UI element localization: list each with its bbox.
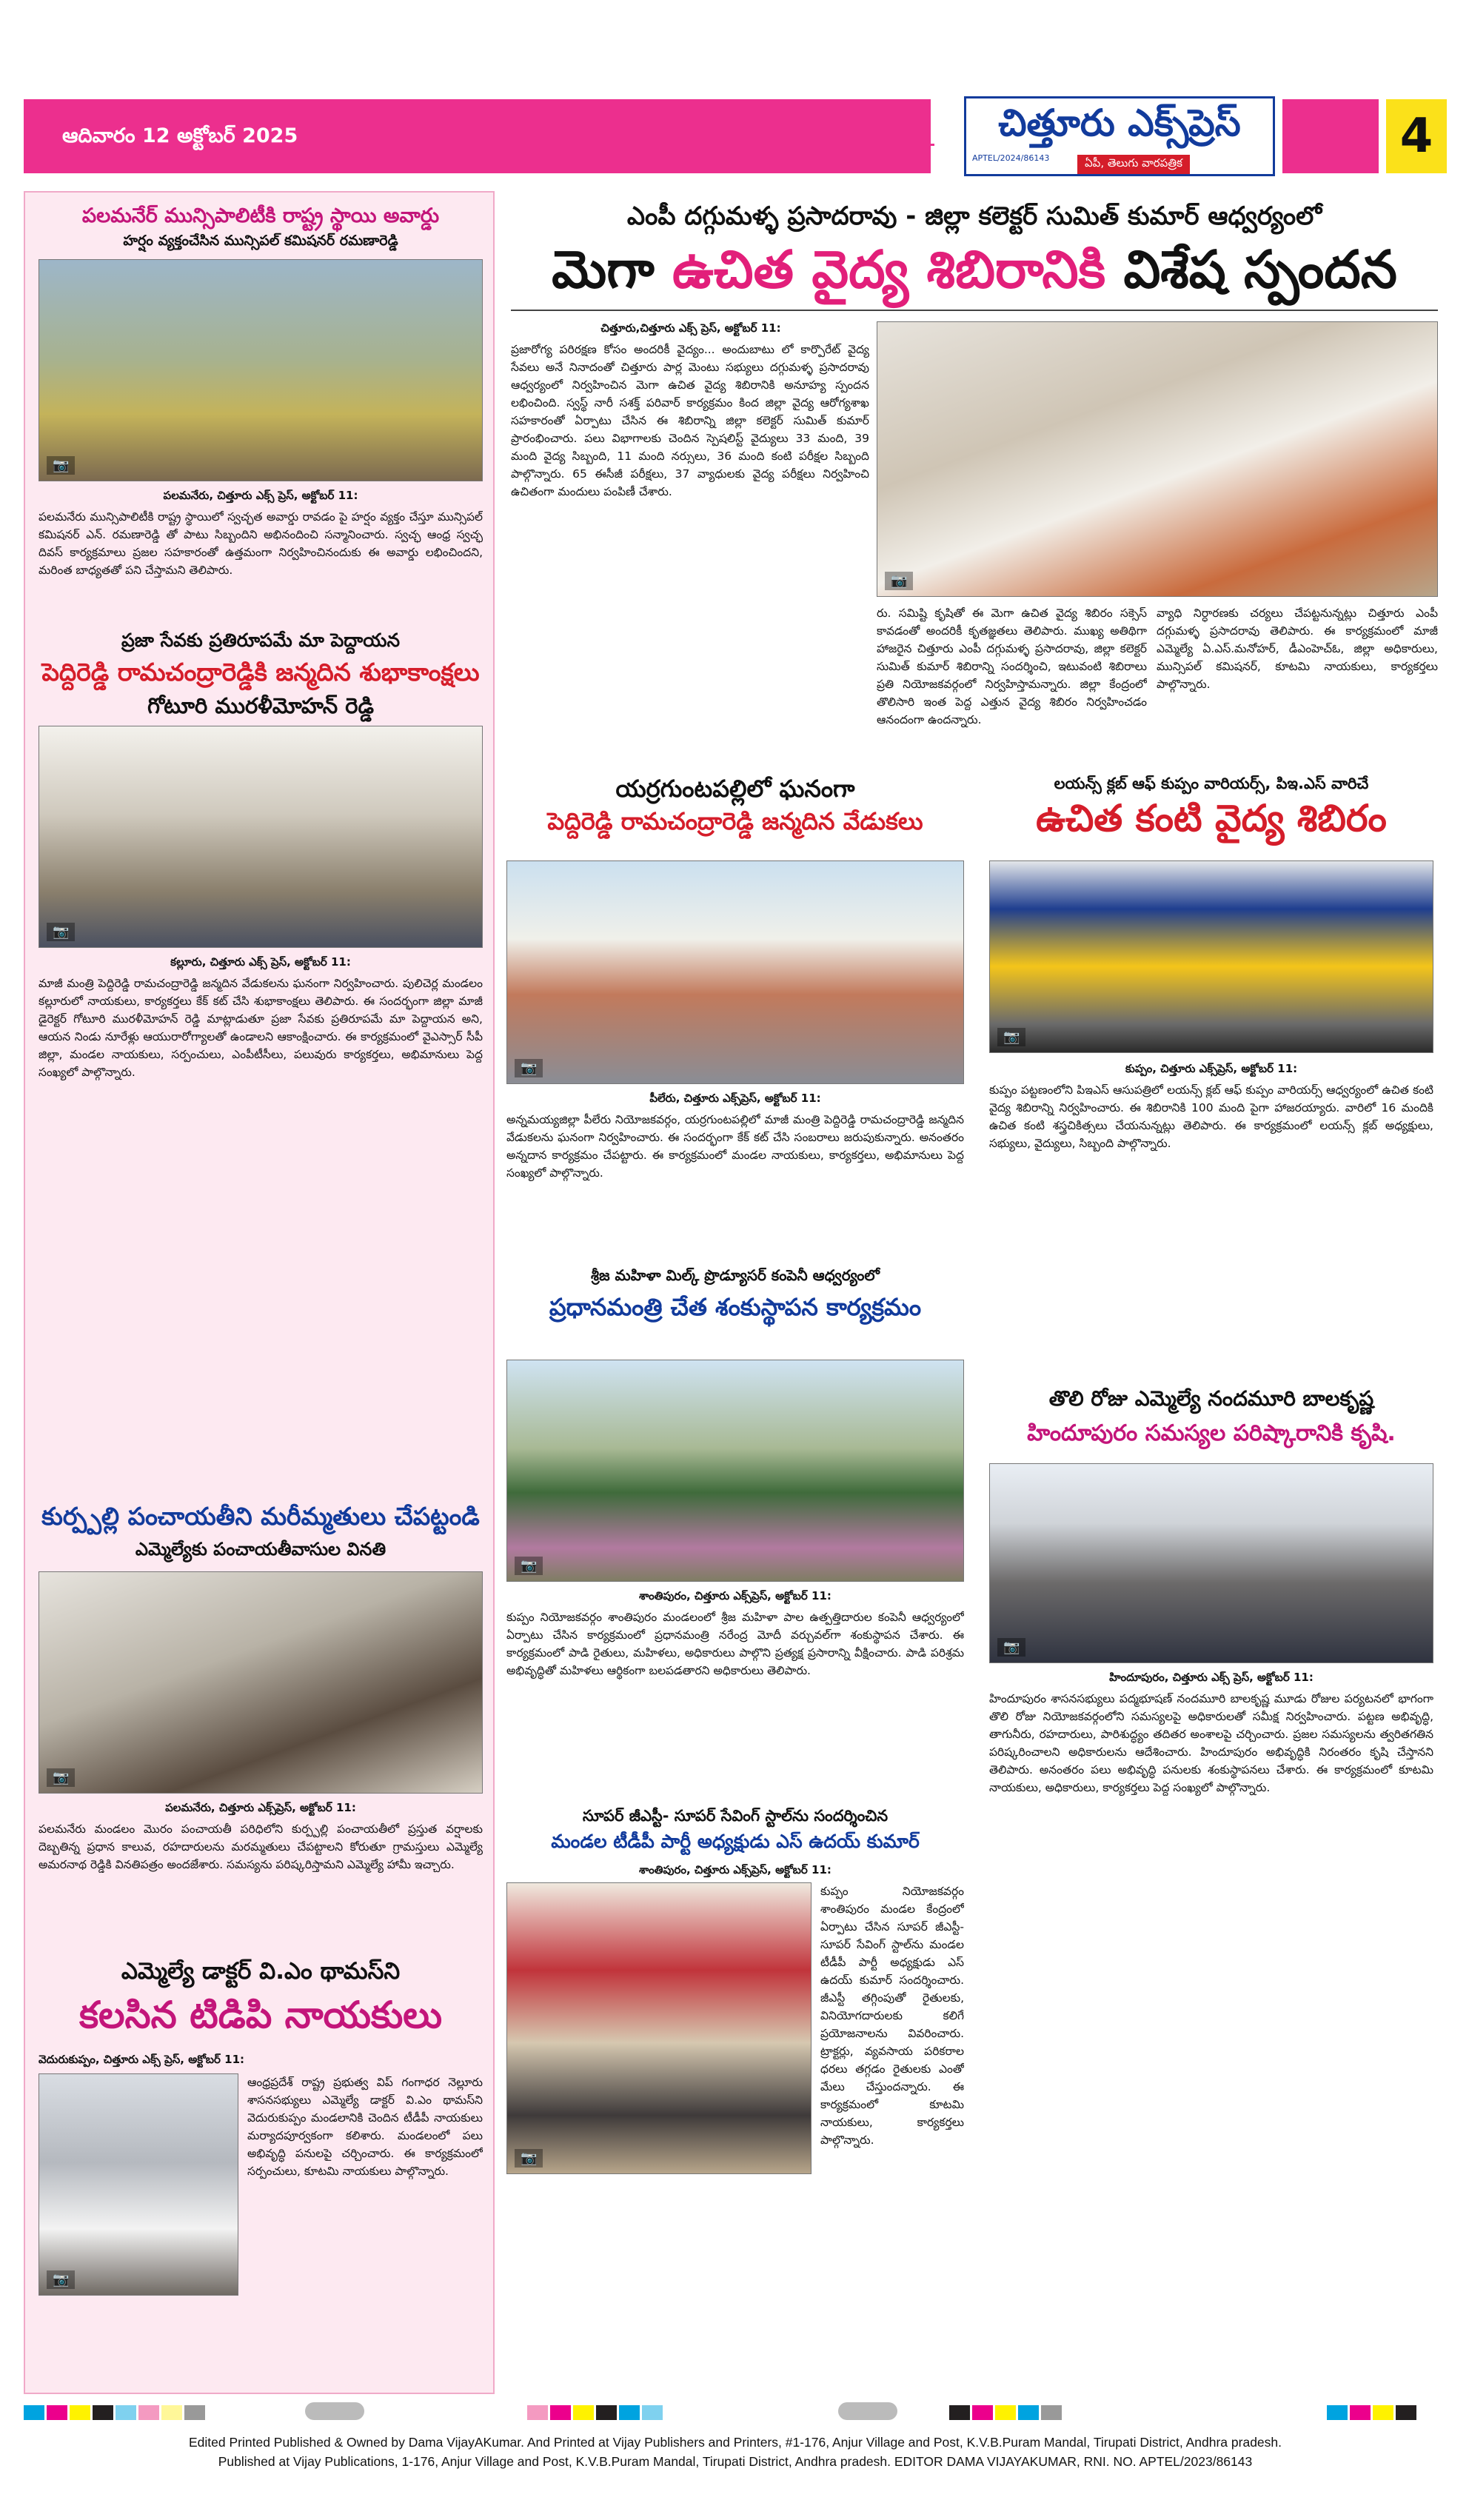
- c1s2-headline: పెద్దిరెడ్డి రామచంద్రారెడ్డికి జన్మదిన శుభాకాంక్షలు: [41, 658, 480, 686]
- c2s2-body: కుప్పం నియోజకవర్గం శాంతిపురం మండలంలో శ్రీజ మహిళా పాల ఉత్పత్తిదారుల కంపెనీ ఆధ్వర్యంలో ఏర్పాటు చేసిన కార్యక్రమంలో ప్రధానమంత్రి నరేంద్ర మోదీ వర్చువల్‌గా శంకుస్థాపన చేశారు. ఈ కార్యక్రమంలో పాడి రైతులు, మహిళలు, అధికారులు పాల్గొని ప్రత్యక్ష ప్రసారాన్ని వీక్షించారు. పాడి పరిశ్రమ అభివృద్ధితో మహిళలు ఆర్థికంగా బలపడతారని అధికారులు తెలిపారు.: [506, 1611, 964, 1677]
- c2s1-photo: [506, 860, 964, 1084]
- c3s2-dateline: హిందూపురం, చిత్తూరు ఎక్స్ ప్రెస్, అక్టోబర్ 11:: [1109, 1671, 1314, 1684]
- lead-headline: [503, 237, 1445, 302]
- color-strip-mid: [949, 2405, 1134, 2420]
- left-column: [24, 191, 495, 2394]
- c1s4-dateline: వెదురుకుప్పం, చిత్తూరు ఎక్స్ ప్రెస్, అక్టోబర్ 11:: [39, 2053, 245, 2066]
- c1s1-photo: [39, 259, 483, 481]
- c2s3-photo: [506, 1882, 812, 2174]
- c1s4-headline: కలసిన టిడిపి నాయకులు: [78, 1993, 443, 2036]
- camera-icon: 📷: [47, 2270, 75, 2289]
- logo-regno: APTEL/2024/86143: [972, 153, 1050, 163]
- c3s2-photo: [989, 1463, 1433, 1663]
- c3s1-photo: [989, 860, 1433, 1053]
- color-strip-center: [527, 2405, 749, 2420]
- masthead-pink-line: [357, 144, 934, 146]
- c2s1-body: అన్నమయ్యజిల్లా పీలేరు నియోజకవర్గం, యర్రగుంటపల్లిలో మాజీ మంత్రి పెద్దిరెడ్డి రామచంద్రారెడ్డి జన్మదిన వేడుకలను ఘనంగా నిర్వహించారు. ఈ సందర్భంగా కేక్ కట్ చేసి సంబరాలు జరుపుకున్నారు. అనంతరం అన్నదాన కార్యక్రమం చేపట్టారు. ఈ కార్యక్రమంలో మండల నాయకులు, కార్యకర్తలు, అభిమానులు పెద్ద సంఖ్యలో పాల్గొన్నారు.: [506, 1113, 964, 1180]
- c1s1-subheadline: హర్షం వ్యక్తంచేసిన మున్సిపల్ కమిషనర్ రమణారెడ్డి: [123, 233, 398, 249]
- masthead-date: ఆదివారం 12 అక్టోబర్ 2025: [62, 124, 298, 147]
- masthead-right-band: [1282, 99, 1379, 173]
- c1s3-dateline: పలమనేరు, చిత్తూరు ఎక్స్‌ప్రెస్, అక్టోబర్ 11:: [165, 1801, 356, 1814]
- registration-mark-icon: [305, 2402, 364, 2420]
- camera-icon: 📷: [47, 456, 75, 475]
- registration-mark-icon: [838, 2402, 897, 2420]
- lead-body-left: ప్రజారోగ్య పరిరక్షణ కోసం అందరికీ వైద్యం... అందుబాటు లో కార్పొరేట్ వైద్య సేవలు అనే నినాదంతో చిత్తూరు పార్ల మెంటు సభ్యులు దగ్గుమళ్ళ ప్రసాదరావు ఆధ్వర్యంలో నిర్వహించిన మెగా ఉచిత వైద్య శిబిరానికి అనూహ్య స్పందన లభించింది. స్వస్థ్ నారీ సశక్త్ పరివార్ కార్యక్రమం కింద జిల్లా వైద్య ఆరోగ్యశాఖ సహకారంతో ఏర్పాటు చేసిన ఈ శిబిరాన్ని జిల్లా కలెక్టర్ సుమిత్ కుమార్ ప్రారంభించారు. పలు విభాగాలకు చెందిన స్పెషలిస్ట్ వైద్యులు 33 మంది, 39 మంది వైద్య సిబ్బంది, 11 మంది నర్సులు, 36 మంది కంటి పరీక్షల సిబ్బంది పాల్గొన్నారు. 65 ఈసీజీ పరీక్షలు, 37 వ్యాధులకు వైద్య పరీక్షలు నిర్వహించి ఉచితంగా మందులు పంపిణీ చేశారు.: [511, 343, 869, 498]
- c2s2-photo: [506, 1360, 964, 1582]
- c3s2-kicker: తొలి రోజు ఎమ్మెల్యే నందమూరి బాలకృష్ణ: [1048, 1386, 1374, 1411]
- masthead: [24, 96, 1447, 181]
- lead-body-col3: వ్యాధి నిర్ధారణకు చర్యలు చేపట్టనున్నట్లు చిత్తూరు ఎంపీ దగ్గుమళ్ళ ప్రసాదరావు తెలిపారు. ఈ కార్యక్రమంలో మాజీ ఎమ్మెల్యే ఏ.ఎస్.మనోహర్, డీఎంహెచ్ఓ, జిల్లా అధికారులు, మున్సిపల్ కమిషనర్, కూటమి నాయకులు, కార్యకర్తలు పాల్గొన్నారు.: [1157, 606, 1438, 691]
- lead-kicker: ఎంపీ దగ్గుమళ్ళ ప్రసాదరావు - జిల్లా కలెక్టర్ సుమిత్ కుమార్ ఆధ్వర్యంలో: [626, 201, 1322, 231]
- c2s1-headline: పెద్దిరెడ్డి రామచంద్రారెడ్డి జన్మదిన వేడుకలు: [547, 807, 923, 835]
- c2s2-kicker: శ్రీజ మహిళా మిల్క్ ప్రొడ్యూసర్ కంపెనీ ఆధ్వర్యంలో: [590, 1266, 880, 1284]
- c2s1-kicker: యర్రగుంటపల్లిలో ఘనంగా: [615, 775, 855, 803]
- camera-icon: 📷: [515, 1557, 543, 1575]
- camera-icon: 📷: [997, 1638, 1025, 1657]
- c1s3-photo: [39, 1571, 483, 1794]
- logo-tagline: ఏపీ, తెలుగు వారపత్రిక: [1077, 155, 1190, 174]
- footer: [24, 2405, 1447, 2516]
- c3s1-headline: ఉచిత కంటి వైద్య శిబిరం: [1036, 797, 1387, 840]
- footer-line-1: Edited Printed Published & Owned by Dama VijayAKumar. And Printed at Vijay Publishers and Printers, #1-176, Anjur Village and Post, K.V.B.Puram Mandal, Tirupati District, Andhra pradesh.: [189, 2435, 1282, 2450]
- lead-story: [503, 191, 1445, 769]
- c3s1-body: కుప్పం పట్టణంలోని పిఇఎస్ ఆసుపత్రిలో లయన్స్ క్లబ్ ఆఫ్ కుప్పం వారియర్స్ ఆధ్వర్యంలో ఉచిత కంటి వైద్య శిబిరాన్ని నిర్వహించారు. ఈ శిబిరానికి 100 మంది పైగా హాజరయ్యారు. వారిలో 16 మందికి ఉచిత కంటి శస్త్రచికిత్సలు చేయనున్నట్లు తెలిపారు. ఈ కార్యక్రమంలో లయన్స్ క్లబ్ అధ్యక్షులు, సభ్యులు, వైద్యులు, సిబ్బంది పాల్గొన్నారు.: [989, 1083, 1433, 1150]
- c1s3-subheadline: ఎమ్మెల్యేకు పంచాయతీవాసుల వినతి: [135, 1539, 387, 1560]
- camera-icon: 📷: [515, 2149, 543, 2168]
- masthead-logo: [964, 96, 1275, 176]
- c3s1-kicker: లయన్స్ క్లబ్ ఆఫ్ కుప్పం వారియర్స్, పిఇ.ఎస్ వారిచే: [1054, 775, 1369, 792]
- c2s2-dateline: శాంతిపురం, చిత్తూరు ఎక్స్‌ప్రెస్, అక్టోబర్ 11:: [639, 1589, 831, 1602]
- lead-dateline: చిత్తూరు,చిత్తూరు ఎక్స్ ప్రెస్, అక్టోబర్ 11:: [600, 321, 781, 335]
- c3s1-dateline: కుప్పం, చిత్తూరు ఎక్స్‌ప్రెస్, అక్టోబర్ 11:: [1125, 1062, 1298, 1075]
- c1s3-headline: కుర్ప్పల్లి పంచాయతీని మరీమ్మతులు చేపట్టండి: [41, 1502, 480, 1531]
- c2s1-dateline: పీలేరు, చిత్తూరు ఎక్స్‌ప్రెస్, అక్టోబర్ 11:: [649, 1092, 821, 1105]
- page-number: 4: [1386, 99, 1447, 173]
- lead-headline-part1: మెగా: [552, 238, 655, 300]
- camera-icon: 📷: [47, 1768, 75, 1787]
- c2s3-body: కుప్పం నియోజకవర్గం శాంతిపురం మండల కేంద్రంలో ఏర్పాటు చేసిన సూపర్ జీఎస్టీ- సూపర్ సేవింగ్ స్టాల్‌ను మండల టీడీపీ పార్టీ అధ్యక్షుడు ఎస్ ఉదయ్ కుమార్ సందర్శించారు. జీఎస్టీ తగ్గింపుతో రైతులకు, వినియోగదారులకు కలిగే ప్రయోజనాలను వివరించారు. ట్రాక్టర్లు, వ్యవసాయ పరికరాల ధరలు తగ్గడం రైతులకు ఎంతో మేలు చేస్తుందన్నారు. ఈ కార్యక్రమంలో కూటమి నాయకులు, కార్యకర్తలు పాల్గొన్నారు.: [820, 1885, 964, 2147]
- c1s1-body: పలమనేరు మున్సిపాలిటీకి రాష్ట్ర స్థాయిలో స్వచ్ఛత అవార్డు రావడం పై హర్షం వ్యక్తం చేస్తూ మున్సిపల్ కమిషనర్ ఎన్. రమణారెడ్డి తో పాటు సిబ్బందిని అభినందించి సన్మానించారు. స్వచ్ఛ ఆంధ్ర స్వచ్ఛ దివస్ కార్యక్రమాలు ప్రజల సహకారంతో ఉత్తమంగా నిర్వహించినందుకు ఈ అవార్డు లభించిందని, మరింత బాధ్యతతో పని చేస్తామని తెలిపారు.: [39, 510, 483, 577]
- c1s4-body: ఆంధ్రప్రదేశ్ రాష్ట్ర ప్రభుత్వ విప్ గంగాధర నెల్లూరు శాసనసభ్యులు ఎమ్మెల్యే డాక్టర్ వి.ఎం థామస్‌ని వెదురుకుప్పం మండలానికి చెందిన టీడీపీ నాయకులు మర్యాదపూర్వకంగా కలిశారు. మండలంలో పలు అభివృద్ధి పనులపై చర్చించారు. ఈ కార్యక్రమంలో సర్పంచులు, కూటమి నాయకులు పాల్గొన్నారు.: [247, 2076, 483, 2178]
- c1s4-photo: [39, 2073, 238, 2296]
- c1s2-photo: [39, 726, 483, 948]
- lead-photo: [877, 321, 1438, 597]
- c3s2-headline: హిందూపురం సమస్యల పరిష్కారానికి కృషి.: [1027, 1420, 1396, 1446]
- lead-headline-part2: ఉచిత వైద్య శిబిరానికి: [672, 238, 1106, 300]
- c2s2-headline: ప్రధానమంత్రి చేత శంకుస్థాపన కార్యక్రమం: [549, 1293, 922, 1321]
- c1s2-body: మాజీ మంత్రి పెద్దిరెడ్డి రామచంద్రారెడ్డి జన్మదిన వేడుకలను ఘనంగా నిర్వహించారు. పులిచెర్ల మండలం కల్లూరులో నాయకులు, కార్యకర్తలు కేక్ కట్ చేసి శుభాకాంక్షలు తెలిపారు. ఈ సందర్భంగా జిల్లా మాజీ డైరెక్టర్ గోటూరి మురళీమోహన్ రెడ్డి మాట్లాడుతూ ప్రజా సేవకు ప్రతిరూపమే మా పెద్దాయన అని, ఆయన నిండు నూరేళ్లు ఆయురారోగ్యాలతో ఉండాలని ఆకాంక్షించారు. ఈ కార్యక్రమంలో వైఎస్సార్ సీపీ జిల్లా, మండల నాయకులు, సర్పంచులు, ఎంపీటీసీలు, పలువురు కార్యకర్తలు, అభిమానులు పెద్ద సంఖ్యలో పాల్గొన్నారు.: [39, 977, 483, 1079]
- c1s2-author: గోటూరి మురళీమోహన్ రెడ్డి: [147, 693, 374, 718]
- c2s3-kicker: సూపర్ జీఎస్టీ- సూపర్ సేవింగ్ స్టాల్‌ను సందర్శించిన: [582, 1807, 889, 1825]
- lead-rule: [511, 310, 1438, 311]
- camera-icon: 📷: [997, 1028, 1025, 1046]
- c1s2-kicker: ప్రజా సేవకు ప్రతిరూపమే మా పెద్దాయన: [121, 629, 401, 651]
- c3s2-body: హిందూపురం శాసనసభ్యులు పద్మభూషణ్ నందమూరి బాలకృష్ణ మూడు రోజుల పర్యటనలో భాగంగా తొలి రోజు నియోజకవర్గంలోని సమస్యలపై అధికారులతో సమీక్ష నిర్వహించారు. పట్టణ అభివృద్ధి, తాగునీరు, రహదారులు, పారిశుద్ధ్యం తదితర అంశాలపై చర్చించారు. ప్రజల సమస్యలను త్వరితగతిన పరిష్కరించాలని అధికారులను ఆదేశించారు. హిందూపురం అభివృద్ధికి నిరంతరం కృషి చేస్తానని తెలిపారు. అనంతరం పలు అభివృద్ధి పనులకు శంకుస్థాపనలు చేశారు. ఈ కార్యక్రమంలో కూటమి నాయకులు, అధికారులు, కార్యకర్తలు పెద్ద సంఖ్యలో పాల్గొన్నారు.: [989, 1692, 1433, 1794]
- lead-headline-part3: విశేష స్పందన: [1123, 238, 1397, 300]
- c1s1-headline: పలమనేర్ మున్సిపాలిటీకి రాష్ట్ర స్థాయి అవార్డు: [81, 204, 440, 227]
- camera-icon: 📷: [47, 923, 75, 941]
- camera-icon: 📷: [885, 572, 913, 590]
- middle-column: [503, 775, 967, 2396]
- c2s3-dateline: శాంతిపురం, చిత్తూరు ఎక్స్‌ప్రెస్, అక్టోబర్ 11:: [639, 1863, 831, 1876]
- camera-icon: 📷: [515, 1059, 543, 1077]
- c1s4-kicker: ఎమ్మెల్యే డాక్టర్ వి.ఎం థామస్‌ని: [121, 1958, 401, 1985]
- right-column: [977, 775, 1445, 2396]
- c1s1-dateline: పలమనేరు, చిత్తూరు ఎక్స్ ప్రెస్, అక్టోబర్ 11:: [163, 489, 358, 502]
- c1s3-body: పలమనేరు మండలం మొరం పంచాయతీ పరిధిలోని కుర్ప్పల్లి పంచాయతీలో ప్రస్తుత వర్షాలకు దెబ్బతిన్న ప్రధాన కాలువ, రహదారులను మరమ్మతులు చేపట్టాలని కోరుతూ గ్రామస్తులు ఎమ్మెల్యే అమరనాథ రెడ్డికి వినతిపత్రం అందజేశారు. సమస్యను పరిష్కరిస్తామని ఎమ్మెల్యే హామీ ఇచ్చారు.: [39, 1822, 483, 1871]
- color-strip-left: [24, 2405, 290, 2420]
- c1s2-dateline: కల్లూరు, చిత్తూరు ఎక్స్ ప్రెస్, అక్టోబర్ 11:: [170, 955, 351, 969]
- color-strip-right: [1327, 2405, 1453, 2420]
- logo-text: చిత్తూరు ఎక్స్‌ప్రెస్: [998, 101, 1241, 144]
- lead-body-right: రు. సమిష్టి కృషితో ఈ మెగా ఉచిత వైద్య శిబిరం సక్సెస్ కావడంతో అందరికీ కృతజ్ఞతలు తెలిపారు. ముఖ్య అతిథిగా హాజరైన చిత్తూరు ఎంపీ దగ్గుమళ్ళ ప్రసాదరావు, జిల్లా కలెక్టర్ సుమిత్ కుమార్ శిబిరాన్ని సందర్శించి, ఇటువంటి శిబిరాలు ప్రతి నియోజకవర్గంలో నిర్వహిస్తామన్నారు. జిల్లా కేంద్రంలో తొలిసారి ఇంత పెద్ద ఎత్తున వైద్య శిబిరం నిర్వహించడం ఆనందంగా ఉందన్నారు.: [877, 606, 1147, 726]
- footer-line-2: Published at Vijay Publications, 1-176, Anjur Village and Post, K.V.B.Puram Mandal, Tirupati District, Andhra pradesh. EDITOR DAMA VIJAYAKUMAR, RNI. NO. APTEL/2023/86143: [218, 2454, 1253, 2469]
- c2s3-headline: మండల టీడీపీ పార్టీ అధ్యక్షుడు ఎస్ ఉదయ్ కుమార్: [551, 1831, 920, 1852]
